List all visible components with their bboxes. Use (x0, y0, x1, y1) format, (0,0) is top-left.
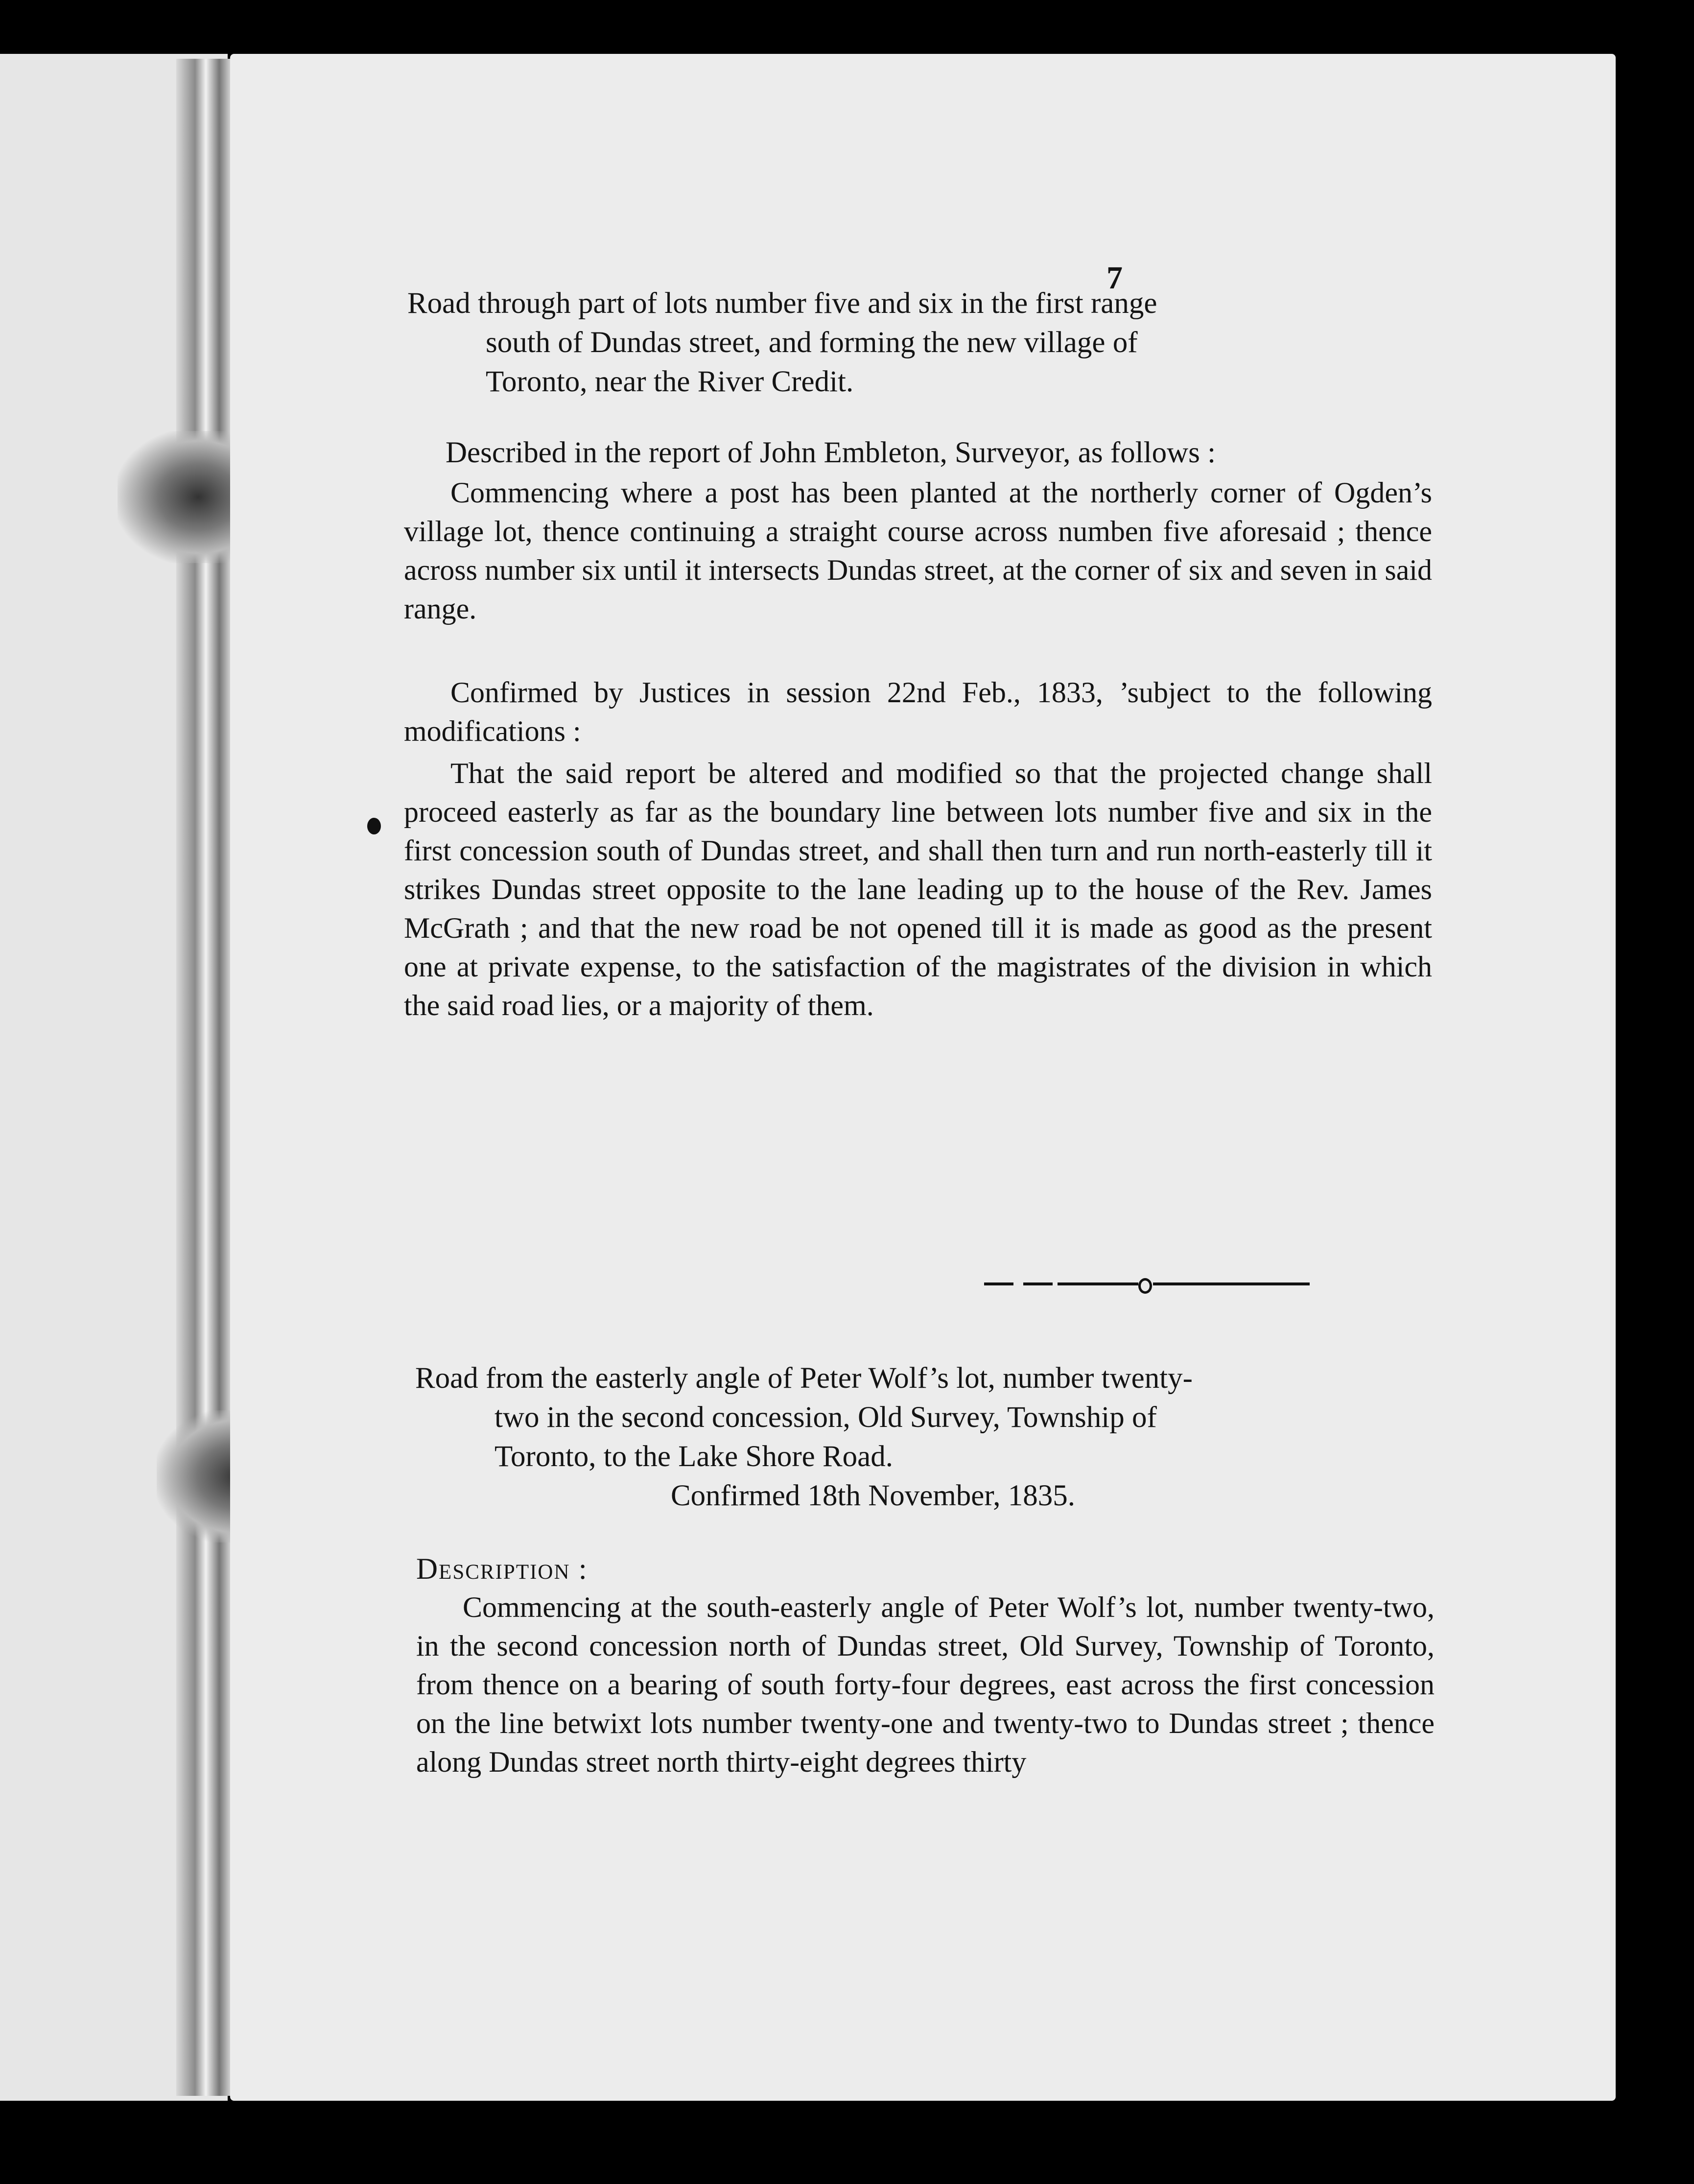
section2-confirmed-date: Confirmed 18th November, 1835. (671, 1479, 1076, 1512)
section2-heading-line: Road from the easterly angle of Peter Wolf’s lot, number twenty- (415, 1362, 1193, 1395)
section-separator (984, 1273, 1307, 1293)
section2-heading-line: Toronto, to the Lake Shore Road. (494, 1440, 893, 1473)
section1-heading-line: Road through part of lots number five and six in the first range (407, 287, 1157, 320)
separator-rule (1153, 1282, 1310, 1285)
section1-modification: That the said report be altered and modified so that the projected change shall proceed easterly as far as the boundary line between lots number five and six in the first concession south of Dundas street, and shall then turn and run north-easterly till it strikes Dundas street opposite to the lane leading up to the house of the Rev. James McGrath ; and that the new road be not opened till it is made as good as the present one at private expense, to the satisfaction of the magistrates of the division in which the said road lies, or a majority of them. (404, 757, 1432, 1021)
section2-heading-line: two in the second concession, Old Survey, Township of (494, 1401, 1157, 1434)
section1-confirmed: Confirmed by Justices in session 22nd Feb., 1833, ’subject to the following modifications : (404, 676, 1432, 747)
section2-description-label: Description : (416, 1553, 588, 1586)
section1-commencing: Commencing where a post has been planted at the northerly corner of Ogden’s village lot, thence continuing a straight course across numben five aforesaid ; thence across number six until it intersects Dundas street, at the corner of six and seven in said range. (404, 476, 1432, 625)
right-page (230, 54, 1616, 2101)
separator-circle (1138, 1278, 1152, 1294)
section1-heading-line: south of Dundas street, and forming the new village of (486, 326, 1138, 359)
separator-rule (1023, 1282, 1053, 1285)
section1-heading-line: Toronto, near the River Credit. (486, 365, 854, 398)
ink-spot (367, 818, 381, 834)
separator-rule (1058, 1282, 1138, 1285)
separator-rule (984, 1282, 1013, 1285)
book-gutter (176, 59, 230, 2096)
section1-described: Described in the report of John Embleton, Surveyor, as follows : (446, 436, 1216, 469)
section2-description: Commencing at the south-easterly angle of Peter Wolf’s lot, number twenty-two, in the second concession north of Dundas street, Old Survey, Township of Toronto, from thence on a bearing of south forty-four degrees, east across the first concession on the line betwixt lots number twenty-one and twenty-two to Dundas street ; thence along Dundas street north thirty-eight degrees thirty (416, 1591, 1435, 1778)
page-number: 7 (1106, 260, 1123, 296)
